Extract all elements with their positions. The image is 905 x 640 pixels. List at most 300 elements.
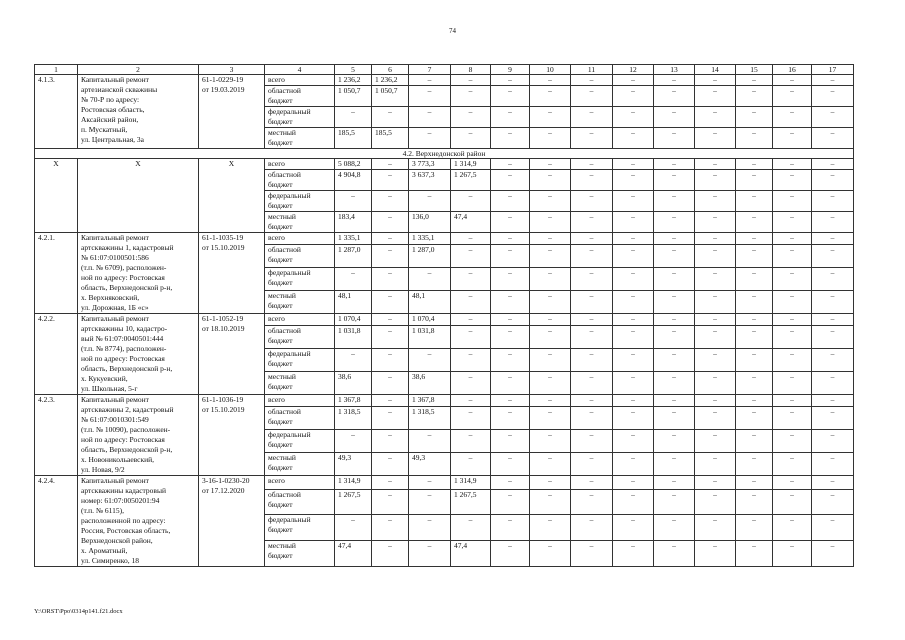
item-name (78, 395, 199, 476)
value-cell: – (812, 453, 854, 476)
funding-source (265, 291, 335, 314)
value-cell: – (736, 372, 773, 395)
value-cell: – (409, 268, 451, 291)
cell-line: Х (135, 159, 141, 168)
value-cell: – (773, 349, 812, 372)
value-cell: – (571, 75, 613, 86)
value-cell: – (372, 395, 409, 407)
item-name (78, 159, 199, 233)
value-cell: 1 367,8 (335, 395, 372, 407)
value-cell: – (654, 75, 695, 86)
value-cell: – (654, 476, 695, 490)
value-cell: – (451, 395, 491, 407)
value-cell: – (372, 245, 409, 268)
value-cell: – (530, 541, 571, 567)
value-cell: – (613, 170, 654, 191)
cell-line: х. Ароматный, (81, 546, 128, 555)
cell-line: бюджет (268, 117, 293, 126)
value-cell: – (491, 541, 530, 567)
value-cell: 38,6 (409, 372, 451, 395)
value-cell: – (613, 212, 654, 233)
header-cell: 11 (571, 65, 613, 75)
cell-line: местный (268, 541, 296, 551)
value-cell: – (773, 233, 812, 245)
value-cell: – (736, 170, 773, 191)
value-cell: – (812, 245, 854, 268)
value-cell: – (736, 86, 773, 107)
value-cell: – (654, 395, 695, 407)
value-cell: – (736, 515, 773, 541)
value-cell: – (773, 314, 812, 326)
value-cell: – (571, 453, 613, 476)
value-cell: – (613, 314, 654, 326)
value-cell: – (613, 453, 654, 476)
cell-line: артскважины 10, кадастро- (81, 324, 168, 333)
value-cell: – (773, 191, 812, 212)
value-cell: – (695, 515, 736, 541)
value-cell: – (812, 75, 854, 86)
value-cell: 1 287,0 (409, 245, 451, 268)
value-cell: – (451, 245, 491, 268)
cell-line: федеральный (268, 107, 311, 116)
value-cell: – (736, 291, 773, 314)
value-cell: – (654, 233, 695, 245)
table-row (35, 159, 854, 170)
value-cell: – (491, 291, 530, 314)
value-cell: – (571, 291, 613, 314)
value-cell: – (812, 395, 854, 407)
cell-line: бюджет (268, 525, 293, 535)
item-number: 4.2.1. (35, 233, 78, 314)
value-cell: 49,3 (409, 453, 451, 476)
table-row (35, 395, 854, 407)
value-cell: – (571, 86, 613, 107)
value-cell: – (409, 86, 451, 107)
value-cell: – (812, 86, 854, 107)
budget-table (34, 64, 854, 567)
item-number: Х (35, 159, 78, 233)
value-cell: – (613, 430, 654, 453)
value-cell: – (773, 107, 812, 128)
value-cell: 49,3 (335, 453, 372, 476)
value-cell: – (613, 191, 654, 212)
value-cell: – (736, 75, 773, 86)
value-cell: – (530, 86, 571, 107)
value-cell: – (654, 430, 695, 453)
value-cell: – (335, 268, 372, 291)
cell-line: областной (268, 326, 301, 336)
funding-source (265, 191, 335, 212)
value-cell: – (571, 395, 613, 407)
table-row (35, 314, 854, 326)
value-cell: – (812, 541, 854, 567)
value-cell: – (654, 407, 695, 430)
value-cell: – (571, 268, 613, 291)
cell-line: бюджет (268, 359, 293, 369)
value-cell: – (812, 191, 854, 212)
value-cell: – (530, 430, 571, 453)
cell-line: бюджет (268, 96, 293, 105)
value-cell: – (491, 75, 530, 86)
cell-line: Ростовская область, (81, 105, 145, 114)
value-cell: – (372, 515, 409, 541)
value-cell: – (451, 430, 491, 453)
cell-line: Капитальный ремонт (81, 233, 149, 242)
value-cell: – (613, 128, 654, 149)
value-cell: 1 314,9 (335, 476, 372, 490)
cell-line: (т.п. № 10090), расположен- (81, 425, 171, 434)
value-cell: – (773, 372, 812, 395)
cell-line: 61-1-1036-19 (202, 395, 244, 404)
header-cell: 1 (35, 65, 78, 75)
value-cell: – (451, 191, 491, 212)
item-code (199, 159, 265, 233)
item-code (199, 233, 265, 314)
value-cell: – (773, 515, 812, 541)
value-cell: 183,4 (335, 212, 372, 233)
value-cell: – (409, 489, 451, 515)
value-cell: – (812, 489, 854, 515)
value-cell: – (773, 541, 812, 567)
cell-line: местный (268, 128, 296, 137)
cell-line: 3-16-1-0230-20 (202, 476, 250, 485)
value-cell: – (773, 86, 812, 107)
value-cell: – (372, 349, 409, 372)
cell-line: местный (268, 372, 296, 381)
funding-source (265, 86, 335, 107)
cell-line: Капитальный ремонт (81, 476, 149, 485)
value-cell: – (491, 489, 530, 515)
cell-line: ной по адресу: Ростовская (81, 435, 165, 444)
cell-line: федеральный (268, 349, 311, 359)
value-cell: 1 314,9 (451, 159, 491, 170)
cell-line: Аксайский район, (81, 115, 139, 124)
value-cell: – (530, 515, 571, 541)
cell-line: всего (268, 159, 285, 168)
value-cell: – (654, 541, 695, 567)
value-cell: 1 267,5 (335, 489, 372, 515)
funding-source (265, 476, 335, 490)
value-cell: – (571, 349, 613, 372)
value-cell: 1 335,1 (335, 233, 372, 245)
value-cell: – (530, 128, 571, 149)
value-cell: 48,1 (409, 291, 451, 314)
value-cell: – (695, 372, 736, 395)
cell-line: местный (268, 212, 296, 221)
value-cell: – (695, 107, 736, 128)
value-cell: – (613, 86, 654, 107)
value-cell: – (409, 75, 451, 86)
value-cell: – (812, 291, 854, 314)
value-cell: 1 050,7 (372, 86, 409, 107)
page-number: 74 (449, 27, 456, 35)
value-cell: – (773, 489, 812, 515)
value-cell: – (409, 107, 451, 128)
value-cell: – (491, 349, 530, 372)
value-cell: – (695, 86, 736, 107)
value-cell: – (773, 476, 812, 490)
value-cell: 1 318,5 (335, 407, 372, 430)
cell-line: ул. Центральная, 3а (81, 135, 144, 144)
cell-line: всего (268, 75, 285, 84)
value-cell: – (812, 170, 854, 191)
value-cell: – (491, 515, 530, 541)
value-cell: – (409, 128, 451, 149)
cell-line: артскважины кадастровый (81, 486, 167, 495)
cell-line: бюджет (268, 440, 293, 450)
funding-source (265, 395, 335, 407)
value-cell: – (451, 515, 491, 541)
cell-line: федеральный (268, 430, 311, 440)
value-cell: – (613, 407, 654, 430)
value-cell: – (571, 407, 613, 430)
value-cell: 1 335,1 (409, 233, 451, 245)
funding-source (265, 430, 335, 453)
value-cell: – (530, 107, 571, 128)
value-cell: 47,4 (451, 212, 491, 233)
value-cell: – (613, 489, 654, 515)
cell-line: областной (268, 86, 301, 95)
cell-line: (т.п. № 6709), расположен- (81, 263, 167, 272)
value-cell: – (491, 430, 530, 453)
header-cell: 7 (409, 65, 451, 75)
value-cell: – (736, 395, 773, 407)
value-cell: – (372, 291, 409, 314)
cell-line: областной (268, 245, 301, 255)
value-cell: – (654, 372, 695, 395)
table-row (35, 75, 854, 86)
header-cell: 16 (773, 65, 812, 75)
value-cell: – (409, 541, 451, 567)
value-cell: – (654, 128, 695, 149)
value-cell: – (654, 453, 695, 476)
cell-line: Капитальный ремонт (81, 75, 149, 84)
value-cell: – (695, 128, 736, 149)
cell-line: бюджет (268, 499, 293, 509)
table-row (35, 476, 854, 490)
cell-line: областной (268, 407, 301, 417)
header-cell: 14 (695, 65, 736, 75)
cell-line: Капитальный ремонт (81, 314, 149, 323)
cell-line: от 18.10.2019 (202, 324, 245, 333)
cell-line: бюджет (268, 278, 293, 288)
value-cell: – (372, 476, 409, 490)
value-cell: – (773, 268, 812, 291)
value-cell: – (530, 191, 571, 212)
value-cell: – (773, 128, 812, 149)
value-cell: – (812, 349, 854, 372)
value-cell: – (654, 245, 695, 268)
value-cell: – (812, 407, 854, 430)
value-cell: – (613, 541, 654, 567)
header-row (35, 65, 854, 75)
value-cell: – (613, 159, 654, 170)
value-cell: – (571, 128, 613, 149)
value-cell: – (736, 407, 773, 430)
value-cell: – (695, 159, 736, 170)
value-cell: – (654, 291, 695, 314)
cell-line: вый № 61:07:0040501:444 (81, 334, 164, 343)
value-cell: 47,4 (451, 541, 491, 567)
value-cell: – (613, 107, 654, 128)
value-cell: – (695, 170, 736, 191)
value-cell: – (654, 268, 695, 291)
value-cell: – (571, 159, 613, 170)
value-cell: – (613, 291, 654, 314)
value-cell: – (372, 541, 409, 567)
value-cell: 1 031,8 (335, 326, 372, 349)
value-cell: – (695, 212, 736, 233)
cell-line: федеральный (268, 515, 311, 525)
value-cell: – (372, 233, 409, 245)
item-number: 4.2.2. (35, 314, 78, 395)
value-cell: – (372, 314, 409, 326)
value-cell: – (695, 191, 736, 212)
value-cell: – (773, 212, 812, 233)
value-cell: – (571, 476, 613, 490)
cell-line: область, Верхнедонской р-н, (81, 364, 173, 373)
value-cell: – (736, 245, 773, 268)
funding-source (265, 75, 335, 86)
value-cell: – (613, 515, 654, 541)
item-code (199, 476, 265, 567)
cell-line: область, Верхнедонской р-н, (81, 283, 173, 292)
cell-line: Россия, Ростовская область, (81, 526, 171, 535)
value-cell: – (736, 541, 773, 567)
cell-line: п. Мускатный, (81, 125, 128, 134)
value-cell: – (773, 75, 812, 86)
value-cell: – (571, 489, 613, 515)
cell-line: ул. Новая, 9/2 (81, 465, 125, 474)
value-cell: – (613, 75, 654, 86)
funding-source (265, 541, 335, 567)
value-cell: 1 236,2 (335, 75, 372, 86)
value-cell: – (695, 430, 736, 453)
value-cell: – (773, 170, 812, 191)
value-cell: – (491, 212, 530, 233)
value-cell: – (491, 128, 530, 149)
value-cell: – (654, 489, 695, 515)
value-cell: – (571, 212, 613, 233)
value-cell: 1 314,9 (451, 476, 491, 490)
value-cell: – (613, 326, 654, 349)
value-cell: – (491, 107, 530, 128)
value-cell: – (530, 395, 571, 407)
value-cell: 1 070,4 (409, 314, 451, 326)
value-cell: – (372, 430, 409, 453)
value-cell: – (736, 349, 773, 372)
value-cell: – (736, 212, 773, 233)
value-cell: – (695, 314, 736, 326)
value-cell: – (773, 453, 812, 476)
value-cell: – (530, 407, 571, 430)
value-cell: 1 318,5 (409, 407, 451, 430)
section-title: 4.2. Верхнедонской район (35, 149, 854, 159)
value-cell: – (409, 515, 451, 541)
value-cell: – (571, 541, 613, 567)
value-cell: – (451, 233, 491, 245)
value-cell: – (736, 314, 773, 326)
value-cell: – (571, 170, 613, 191)
value-cell: 4 904,8 (335, 170, 372, 191)
value-cell: – (695, 395, 736, 407)
value-cell: – (451, 349, 491, 372)
header-cell: 9 (491, 65, 530, 75)
item-number: 4.2.3. (35, 395, 78, 476)
cell-line: № 61:07:0100501:586 (81, 253, 149, 262)
value-cell: – (812, 212, 854, 233)
value-cell: – (773, 407, 812, 430)
value-cell: – (773, 430, 812, 453)
value-cell: – (451, 407, 491, 430)
value-cell: – (335, 107, 372, 128)
cell-line: ной по адресу: Ростовская (81, 354, 165, 363)
header-cell: 8 (451, 65, 491, 75)
value-cell: – (812, 515, 854, 541)
value-cell: – (530, 75, 571, 86)
value-cell: – (773, 395, 812, 407)
cell-line: 61-1-1052-19 (202, 314, 244, 323)
cell-line: бюджет (268, 255, 293, 265)
value-cell: 1 267,5 (451, 170, 491, 191)
item-name (78, 233, 199, 314)
value-cell: – (530, 159, 571, 170)
value-cell: – (491, 86, 530, 107)
cell-line: артскважины 1, кадастровый (81, 243, 174, 252)
header-cell: 2 (78, 65, 199, 75)
funding-source (265, 159, 335, 170)
header-cell: 13 (654, 65, 695, 75)
cell-line: артскважины 2, кадастровый (81, 405, 174, 414)
value-cell: – (571, 245, 613, 268)
value-cell: – (530, 245, 571, 268)
value-cell: – (654, 326, 695, 349)
value-cell: – (491, 268, 530, 291)
footer-path: Y:\ORST\Ppo\0314p141.f21.docx (34, 608, 123, 615)
value-cell: – (695, 326, 736, 349)
value-cell: – (654, 170, 695, 191)
value-cell: – (491, 476, 530, 490)
value-cell: – (530, 212, 571, 233)
value-cell: – (372, 372, 409, 395)
value-cell: – (491, 326, 530, 349)
value-cell: – (409, 191, 451, 212)
value-cell: – (695, 245, 736, 268)
value-cell: – (571, 191, 613, 212)
cell-line: всего (268, 314, 285, 323)
value-cell: – (695, 268, 736, 291)
header-cell: 17 (812, 65, 854, 75)
value-cell: – (372, 268, 409, 291)
item-name (78, 476, 199, 567)
value-cell: – (530, 349, 571, 372)
value-cell: 3 637,3 (409, 170, 451, 191)
value-cell: – (451, 453, 491, 476)
value-cell: 38,6 (335, 372, 372, 395)
cell-line: 61-1-0229-19 (202, 75, 244, 84)
value-cell: – (613, 268, 654, 291)
cell-line: бюджет (268, 180, 293, 189)
value-cell: – (491, 372, 530, 395)
cell-line: № 70-Р по адресу: (81, 95, 140, 104)
cell-line: ул. Школьная, 5-г (81, 384, 138, 393)
value-cell: – (654, 191, 695, 212)
cell-line: номер: 61:07:0050201:94 (81, 496, 160, 505)
funding-source (265, 245, 335, 268)
value-cell: – (812, 372, 854, 395)
value-cell: – (571, 326, 613, 349)
cell-line: № 61:07:0010301:549 (81, 415, 149, 424)
